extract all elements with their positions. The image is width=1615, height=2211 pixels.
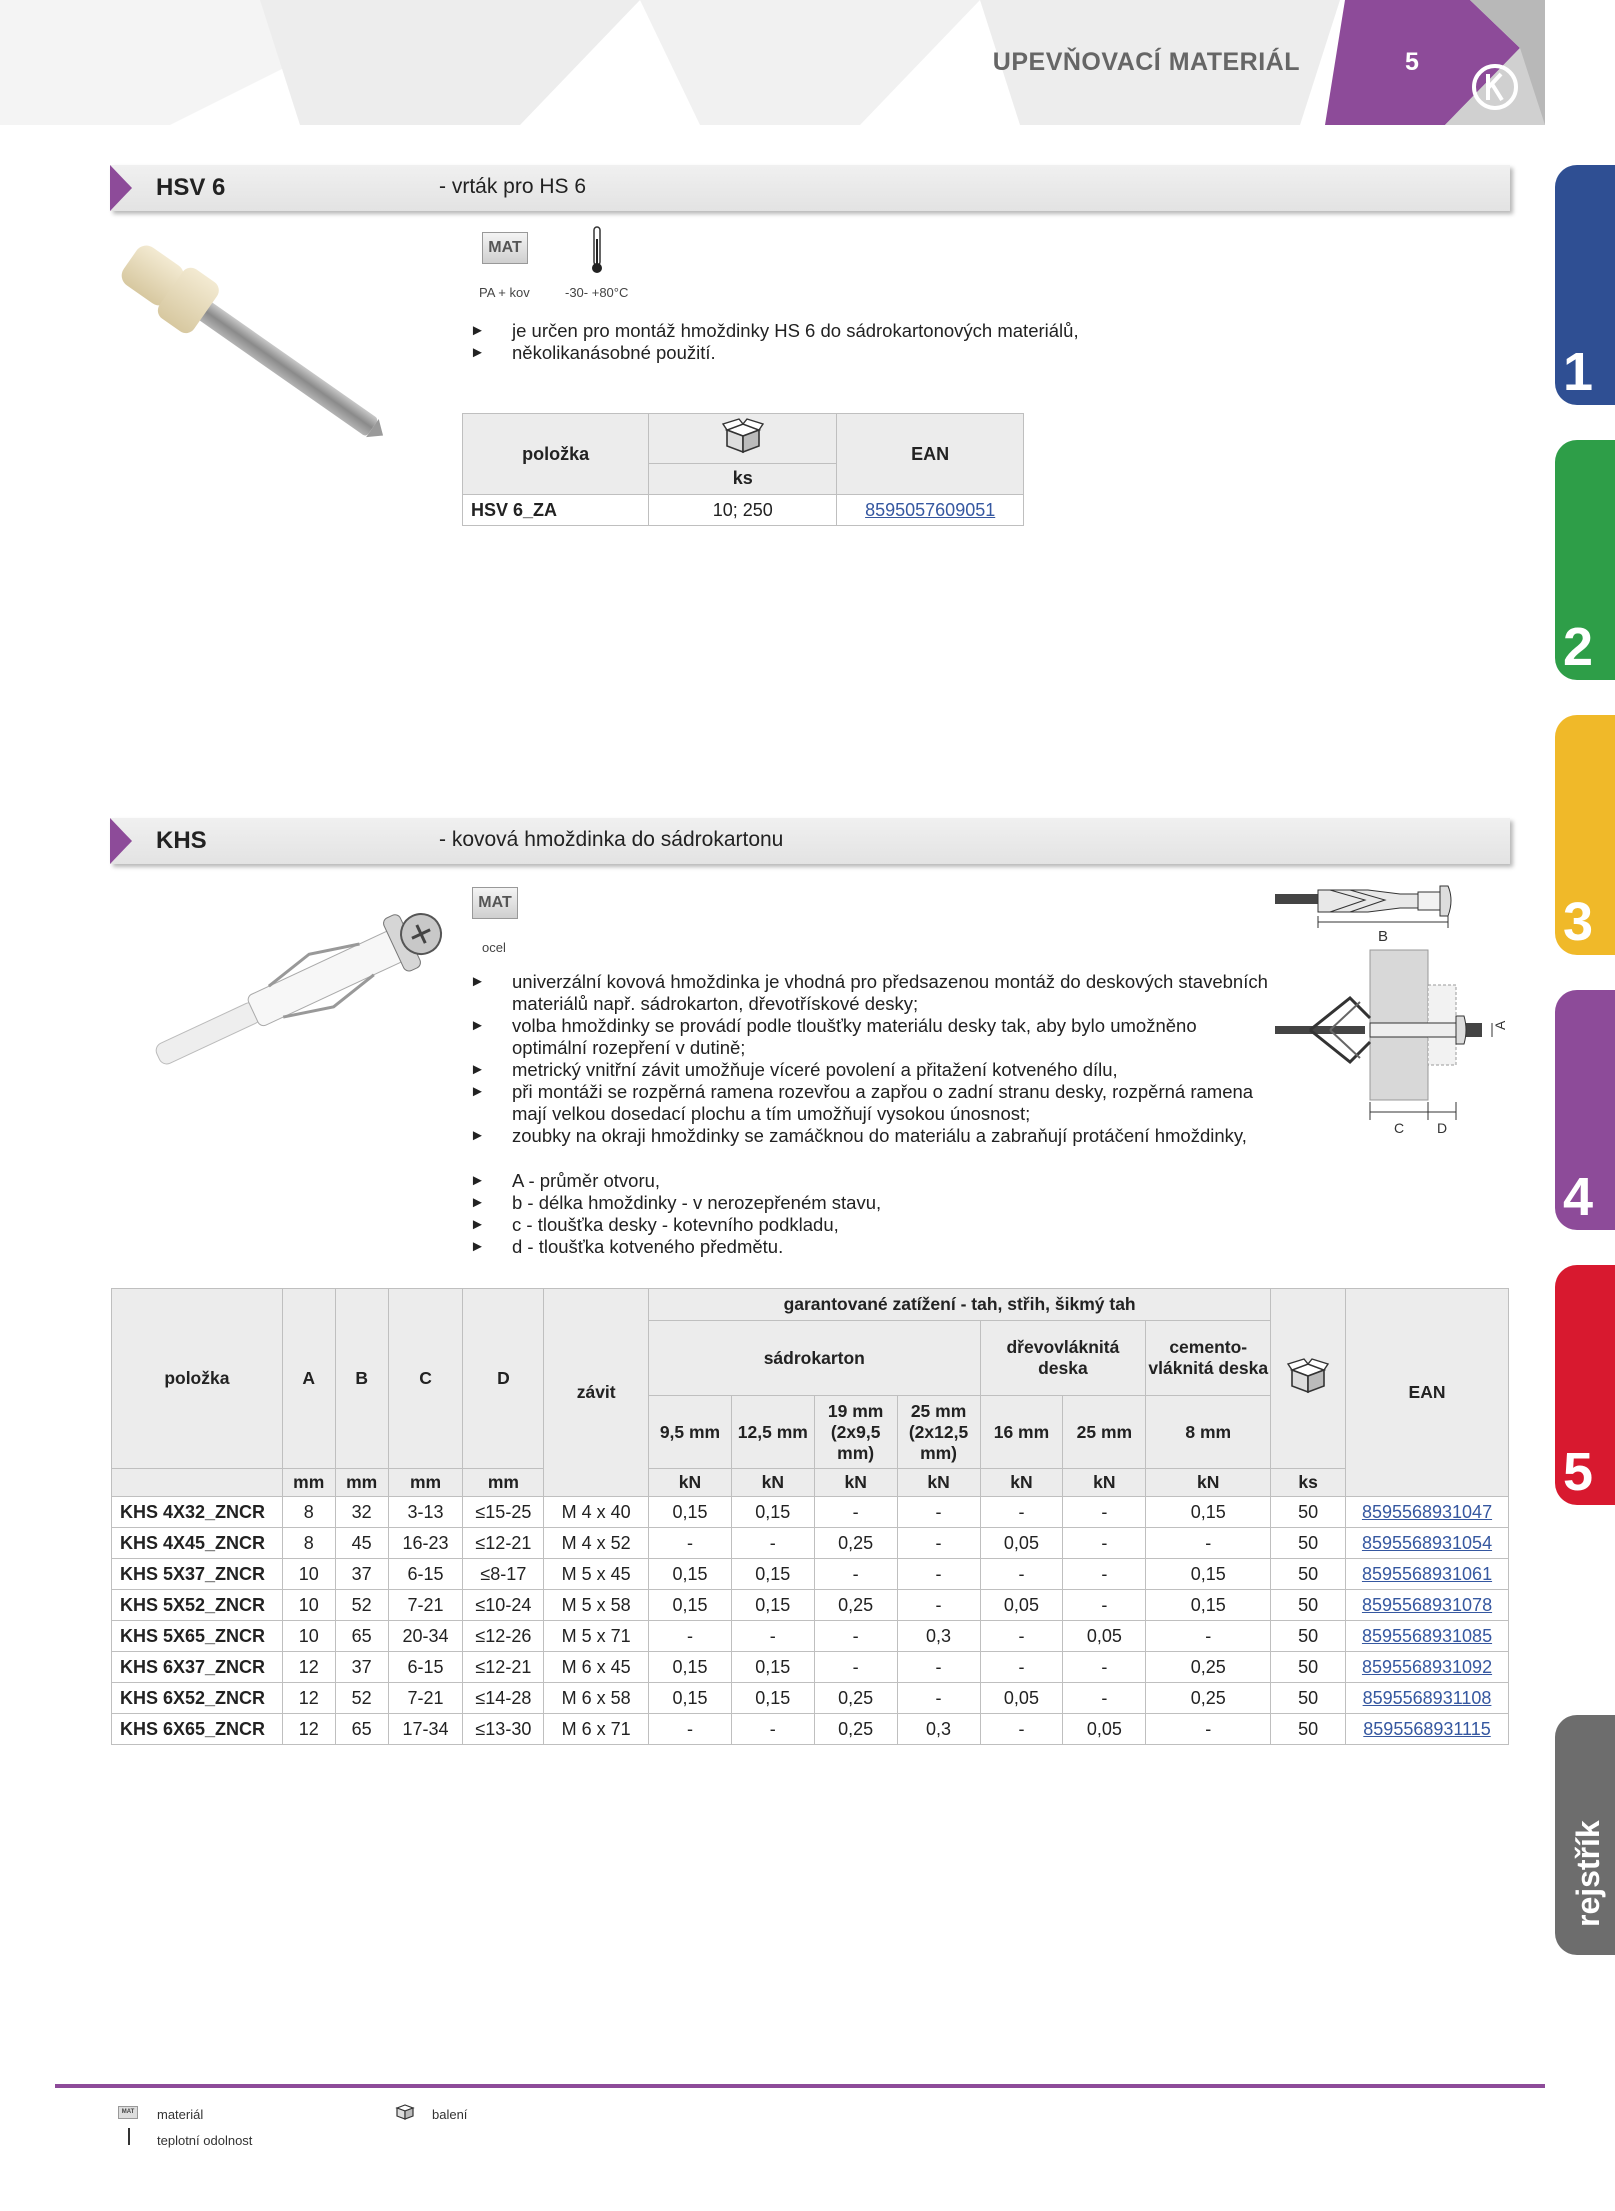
tab-3[interactable]: 3	[1555, 715, 1615, 955]
table-cell: 0,15	[649, 1559, 732, 1590]
header-background	[0, 0, 1600, 125]
table-cell: 0,15	[1146, 1559, 1271, 1590]
table-cell: 37	[335, 1559, 388, 1590]
table-cell: 0,15	[731, 1683, 814, 1714]
cell-item: HSV 6_ZA	[463, 495, 649, 526]
page-number: 5	[1405, 48, 1419, 76]
ean-link[interactable]: 8595568931054	[1361, 1532, 1493, 1553]
footer-divider	[55, 2084, 1545, 2088]
table-cell: ≤8-17	[463, 1559, 544, 1590]
table-cell: 8	[282, 1528, 335, 1559]
feature-item: ► při montáži se rozpěrná ramena rozevřou a zapřou o zadní stranu desky, rozpěrná ramena mají velkou dosedací plochu a tím umožňují vysokou únosnost;	[470, 1081, 1270, 1125]
table-cell: 0,05	[1063, 1621, 1146, 1652]
feature-item: ► univerzální kovová hmoždinka je vhodná pro předsazenou montáž do deskových stavebních materiálů např. sádrokarton, dřevotřískové desky;	[470, 971, 1270, 1015]
table-cell: -	[897, 1528, 980, 1559]
table-cell: 0,15	[649, 1590, 732, 1621]
unit-mm: mm	[282, 1469, 335, 1497]
footer-material-label: materiál	[157, 2107, 204, 2122]
col-header-25: 25 mm (2x12,5 mm)	[897, 1396, 980, 1469]
unit-ks: ks	[1271, 1469, 1346, 1497]
table-cell: 50	[1271, 1590, 1346, 1621]
tab-4[interactable]: 4	[1555, 990, 1615, 1230]
col-header-ean: EAN	[1346, 1289, 1509, 1497]
col-header-d: D	[463, 1289, 544, 1469]
khs-dimensions-legend	[470, 1170, 1270, 1258]
table-row	[112, 1621, 1509, 1652]
table-cell: 20-34	[388, 1621, 463, 1652]
table-row	[463, 495, 1024, 526]
packaging-col-header	[649, 414, 837, 464]
table-cell: 0,05	[980, 1528, 1063, 1559]
col-header-cvd: cemento-vláknitá deska	[1146, 1321, 1271, 1396]
material-label: PA + kov	[479, 285, 530, 300]
table-row	[112, 1528, 1509, 1559]
table-cell: 0,05	[980, 1683, 1063, 1714]
table-cell: 0,15	[1146, 1497, 1271, 1528]
tab-rejstrik[interactable]: rejstřík	[1555, 1715, 1615, 1955]
table-cell: 52	[335, 1683, 388, 1714]
cell-ean	[1346, 1714, 1509, 1745]
table-cell: -	[1063, 1590, 1146, 1621]
unit-kn: kN	[814, 1469, 897, 1497]
dimension-item: ► b - délka hmoždinky - v nerozepřeném stavu,	[470, 1192, 1270, 1214]
col-header-125: 12,5 mm	[731, 1396, 814, 1469]
col-header-b: B	[335, 1289, 388, 1469]
product-description: - vrták pro HS 6	[439, 175, 587, 198]
unit-kn: kN	[731, 1469, 814, 1497]
col-header-25b: 25 mm	[1063, 1396, 1146, 1469]
cell-ean	[1346, 1683, 1509, 1714]
footer-temperature-label: teplotní odolnost	[157, 2133, 253, 2148]
dimension-item: ► c - tloušťka desky - kotevního podkladu,	[470, 1214, 1270, 1236]
cell-item: KHS 6X65_ZNCR	[112, 1714, 283, 1745]
table-cell: M 5 x 45	[544, 1559, 649, 1590]
table-cell: 0,15	[731, 1652, 814, 1683]
footer-packaging-label: balení	[432, 2107, 468, 2122]
table-cell: M 5 x 71	[544, 1621, 649, 1652]
table-cell: -	[814, 1559, 897, 1590]
thermometer-icon	[590, 225, 604, 275]
brand-logo-icon	[1470, 62, 1520, 112]
table-cell: ≤13-30	[463, 1714, 544, 1745]
table-cell: ≤10-24	[463, 1590, 544, 1621]
table-row	[112, 1714, 1509, 1745]
col-header-item: položka	[463, 414, 649, 495]
table-cell: 0,25	[814, 1528, 897, 1559]
feature-item: ► je určen pro montáž hmoždinky HS 6 do sádrokartonových materiálů,	[470, 320, 1120, 342]
col-header-19: 19 mm (2x9,5 mm)	[814, 1396, 897, 1469]
col-header-8: 8 mm	[1146, 1396, 1271, 1469]
table-row	[112, 1652, 1509, 1683]
cell-item: KHS 5X65_ZNCR	[112, 1621, 283, 1652]
drawing-label-c: C	[1393, 1120, 1405, 1136]
table-cell: 50	[1271, 1714, 1346, 1745]
table-cell: 0,3	[897, 1714, 980, 1745]
hsv6-drill-image	[110, 250, 420, 470]
cell-item: KHS 5X52_ZNCR	[112, 1590, 283, 1621]
table-cell: 52	[335, 1590, 388, 1621]
cell-ks: 10; 250	[649, 495, 837, 526]
unit-kn: kN	[1146, 1469, 1271, 1497]
table-cell: 12	[282, 1683, 335, 1714]
hsv6-features	[470, 320, 1120, 364]
unit-kn: kN	[649, 1469, 732, 1497]
ean-link[interactable]: 8595568931092	[1361, 1656, 1493, 1677]
unit-kn: kN	[1063, 1469, 1146, 1497]
khs-table-body	[112, 1497, 1509, 1745]
table-row	[112, 1559, 1509, 1590]
temperature-label: -30- +80°C	[565, 285, 629, 300]
table-cell: 17-34	[388, 1714, 463, 1745]
table-cell: 10	[282, 1621, 335, 1652]
table-cell: 0,15	[731, 1559, 814, 1590]
table-cell: -	[897, 1559, 980, 1590]
table-cell: -	[814, 1652, 897, 1683]
unit-mm: mm	[388, 1469, 463, 1497]
feature-item: ► zoubky na okraji hmoždinky se zamáčknou do materiálu a zabraňují protáčení hmoždinky,	[470, 1125, 1270, 1147]
table-cell: 3-13	[388, 1497, 463, 1528]
table-cell: -	[980, 1497, 1063, 1528]
khs-table	[111, 1288, 1509, 1745]
drawing-label-a: A	[1492, 1020, 1508, 1030]
table-cell: ≤12-21	[463, 1652, 544, 1683]
table-cell: ≤12-26	[463, 1621, 544, 1652]
unit-mm: mm	[463, 1469, 544, 1497]
cell-ean	[1346, 1652, 1509, 1683]
cell-ean	[837, 495, 1024, 526]
ean-link[interactable]: 8595568931047	[1361, 1501, 1493, 1522]
feature-item: ► metrický vnitřní závit umožňuje víceré povolení a přitažení kotveného dílu,	[470, 1059, 1270, 1081]
cell-item: KHS 6X37_ZNCR	[112, 1652, 283, 1683]
table-cell: M 6 x 45	[544, 1652, 649, 1683]
table-cell: M 6 x 58	[544, 1683, 649, 1714]
cell-item: KHS 4X32_ZNCR	[112, 1497, 283, 1528]
tab-5[interactable]: 5	[1555, 1265, 1615, 1505]
table-cell: 0,05	[1063, 1714, 1146, 1745]
table-cell: 6-15	[388, 1652, 463, 1683]
table-cell: 7-21	[388, 1683, 463, 1714]
khs-features	[470, 971, 1270, 1147]
col-header-load: garantované zatížení - tah, střih, šikmý tah	[649, 1289, 1271, 1321]
table-cell: ≤14-28	[463, 1683, 544, 1714]
table-cell: 16-23	[388, 1528, 463, 1559]
table-cell: M 5 x 58	[544, 1590, 649, 1621]
table-cell: -	[731, 1528, 814, 1559]
table-cell: 0,25	[1146, 1683, 1271, 1714]
table-cell: -	[1146, 1621, 1271, 1652]
header-title: UPEVŇOVACÍ MATERIÁL	[992, 48, 1300, 76]
table-row	[112, 1683, 1509, 1714]
material-icon: MAT	[118, 2106, 138, 2119]
dimension-item: ► A - průměr otvoru,	[470, 1170, 1270, 1192]
feature-item: ► několikanásobné použití.	[470, 342, 1120, 364]
table-cell: -	[649, 1714, 732, 1745]
section-header-hsv6	[110, 165, 1510, 211]
cell-ean	[1346, 1559, 1509, 1590]
cell-ean	[1346, 1621, 1509, 1652]
material-icon: MAT	[482, 232, 528, 264]
col-header-dvd: dřevovláknitá deska	[980, 1321, 1146, 1396]
table-cell: 0,25	[1146, 1652, 1271, 1683]
product-code: KHS	[156, 827, 207, 854]
table-cell: ≤12-21	[463, 1528, 544, 1559]
thermometer-icon	[126, 2128, 132, 2146]
table-cell: 8	[282, 1497, 335, 1528]
table-cell: 10	[282, 1559, 335, 1590]
hsv6-table	[462, 413, 1024, 526]
col-header-thread: závit	[544, 1289, 649, 1497]
drawing-label-d: D	[1436, 1120, 1448, 1136]
table-cell: M 6 x 71	[544, 1714, 649, 1745]
table-cell: 65	[335, 1621, 388, 1652]
table-cell: 0,15	[649, 1652, 732, 1683]
table-cell: -	[649, 1621, 732, 1652]
table-cell: -	[1063, 1528, 1146, 1559]
dimension-item: ► d - tloušťka kotveného předmětu.	[470, 1236, 1270, 1258]
table-cell: 0,05	[980, 1590, 1063, 1621]
ean-link[interactable]: 8595568931085	[1361, 1625, 1493, 1646]
khs-anchor-image	[135, 920, 460, 1070]
product-code: HSV 6	[156, 174, 226, 201]
col-header-c: C	[388, 1289, 463, 1469]
table-cell: 45	[335, 1528, 388, 1559]
table-row	[112, 1497, 1509, 1528]
table-cell: 50	[1271, 1621, 1346, 1652]
table-cell: ≤15-25	[463, 1497, 544, 1528]
table-cell: -	[897, 1590, 980, 1621]
table-cell: -	[897, 1497, 980, 1528]
table-cell: 0,15	[731, 1590, 814, 1621]
table-cell: 0,25	[814, 1683, 897, 1714]
box-icon	[394, 2102, 416, 2120]
cell-item: KHS 6X52_ZNCR	[112, 1683, 283, 1714]
table-cell: -	[980, 1714, 1063, 1745]
cell-ean	[1346, 1528, 1509, 1559]
table-cell: -	[731, 1714, 814, 1745]
table-cell: -	[814, 1621, 897, 1652]
table-cell: -	[1146, 1714, 1271, 1745]
table-cell: -	[897, 1652, 980, 1683]
col-header-a: A	[282, 1289, 335, 1469]
table-cell: 50	[1271, 1528, 1346, 1559]
box-icon	[1286, 1358, 1330, 1394]
table-cell: -	[1063, 1652, 1146, 1683]
material-icon: MAT	[472, 887, 518, 919]
packaging-col-header	[1271, 1289, 1346, 1469]
table-row	[112, 1590, 1509, 1621]
table-cell: -	[814, 1497, 897, 1528]
table-cell: -	[897, 1683, 980, 1714]
table-cell: 0,3	[897, 1621, 980, 1652]
ean-link[interactable]: 8595568931078	[1361, 1594, 1493, 1615]
table-cell: 10	[282, 1590, 335, 1621]
product-description: - kovová hmoždinka do sádrokartonu	[439, 828, 784, 851]
table-cell: -	[731, 1621, 814, 1652]
table-cell: 0,25	[814, 1714, 897, 1745]
material-label: ocel	[482, 940, 506, 955]
table-cell: 0,15	[649, 1683, 732, 1714]
unit-kn: kN	[897, 1469, 980, 1497]
feature-item: ► volba hmoždinky se provádí podle tloušťky materiálu desky tak, aby bylo umožněno optimální rozepření v dutině;	[470, 1015, 1270, 1059]
cell-item: KHS 4X45_ZNCR	[112, 1528, 283, 1559]
col-header-ks: ks	[649, 463, 837, 494]
col-header-ean: EAN	[837, 414, 1024, 495]
table-cell: 7-21	[388, 1590, 463, 1621]
table-cell: 50	[1271, 1559, 1346, 1590]
table-cell: 37	[335, 1652, 388, 1683]
ean-link[interactable]: 8595568931115	[1363, 1718, 1491, 1739]
table-cell: -	[980, 1652, 1063, 1683]
table-cell: -	[980, 1559, 1063, 1590]
table-cell: 12	[282, 1714, 335, 1745]
cell-ean	[1346, 1497, 1509, 1528]
table-cell: M 4 x 40	[544, 1497, 649, 1528]
table-cell: -	[1063, 1683, 1146, 1714]
table-cell: -	[1063, 1559, 1146, 1590]
table-cell: 32	[335, 1497, 388, 1528]
drawing-label-b: B	[1377, 928, 1389, 945]
tab-2[interactable]: 2	[1555, 440, 1615, 680]
table-cell: -	[1063, 1497, 1146, 1528]
table-cell: 0,25	[814, 1590, 897, 1621]
table-cell: 50	[1271, 1497, 1346, 1528]
table-cell: 65	[335, 1714, 388, 1745]
col-header-16: 16 mm	[980, 1396, 1063, 1469]
tab-1[interactable]: 1	[1555, 165, 1615, 405]
table-cell: -	[649, 1528, 732, 1559]
ean-link[interactable]: 8595568931108	[1362, 1687, 1492, 1708]
cell-item: KHS 5X37_ZNCR	[112, 1559, 283, 1590]
table-cell: -	[1146, 1528, 1271, 1559]
unit-mm: mm	[335, 1469, 388, 1497]
ean-link[interactable]: 8595057609051	[865, 499, 996, 520]
unit-kn: kN	[980, 1469, 1063, 1497]
table-cell: M 4 x 52	[544, 1528, 649, 1559]
col-header-sdk: sádrokarton	[649, 1321, 980, 1396]
khs-technical-drawing	[1270, 880, 1515, 1145]
table-cell: 0,15	[649, 1497, 732, 1528]
table-cell: 50	[1271, 1652, 1346, 1683]
col-header-95: 9,5 mm	[649, 1396, 732, 1469]
col-header-item: položka	[112, 1289, 283, 1469]
ean-link[interactable]: 8595568931061	[1361, 1563, 1493, 1584]
cell-ean	[1346, 1590, 1509, 1621]
box-icon	[721, 418, 765, 454]
table-cell: -	[980, 1621, 1063, 1652]
table-cell: 12	[282, 1652, 335, 1683]
table-cell: 0,15	[1146, 1590, 1271, 1621]
table-cell: 50	[1271, 1683, 1346, 1714]
section-header-khs	[110, 818, 1510, 864]
table-cell: 6-15	[388, 1559, 463, 1590]
table-cell: 0,15	[731, 1497, 814, 1528]
